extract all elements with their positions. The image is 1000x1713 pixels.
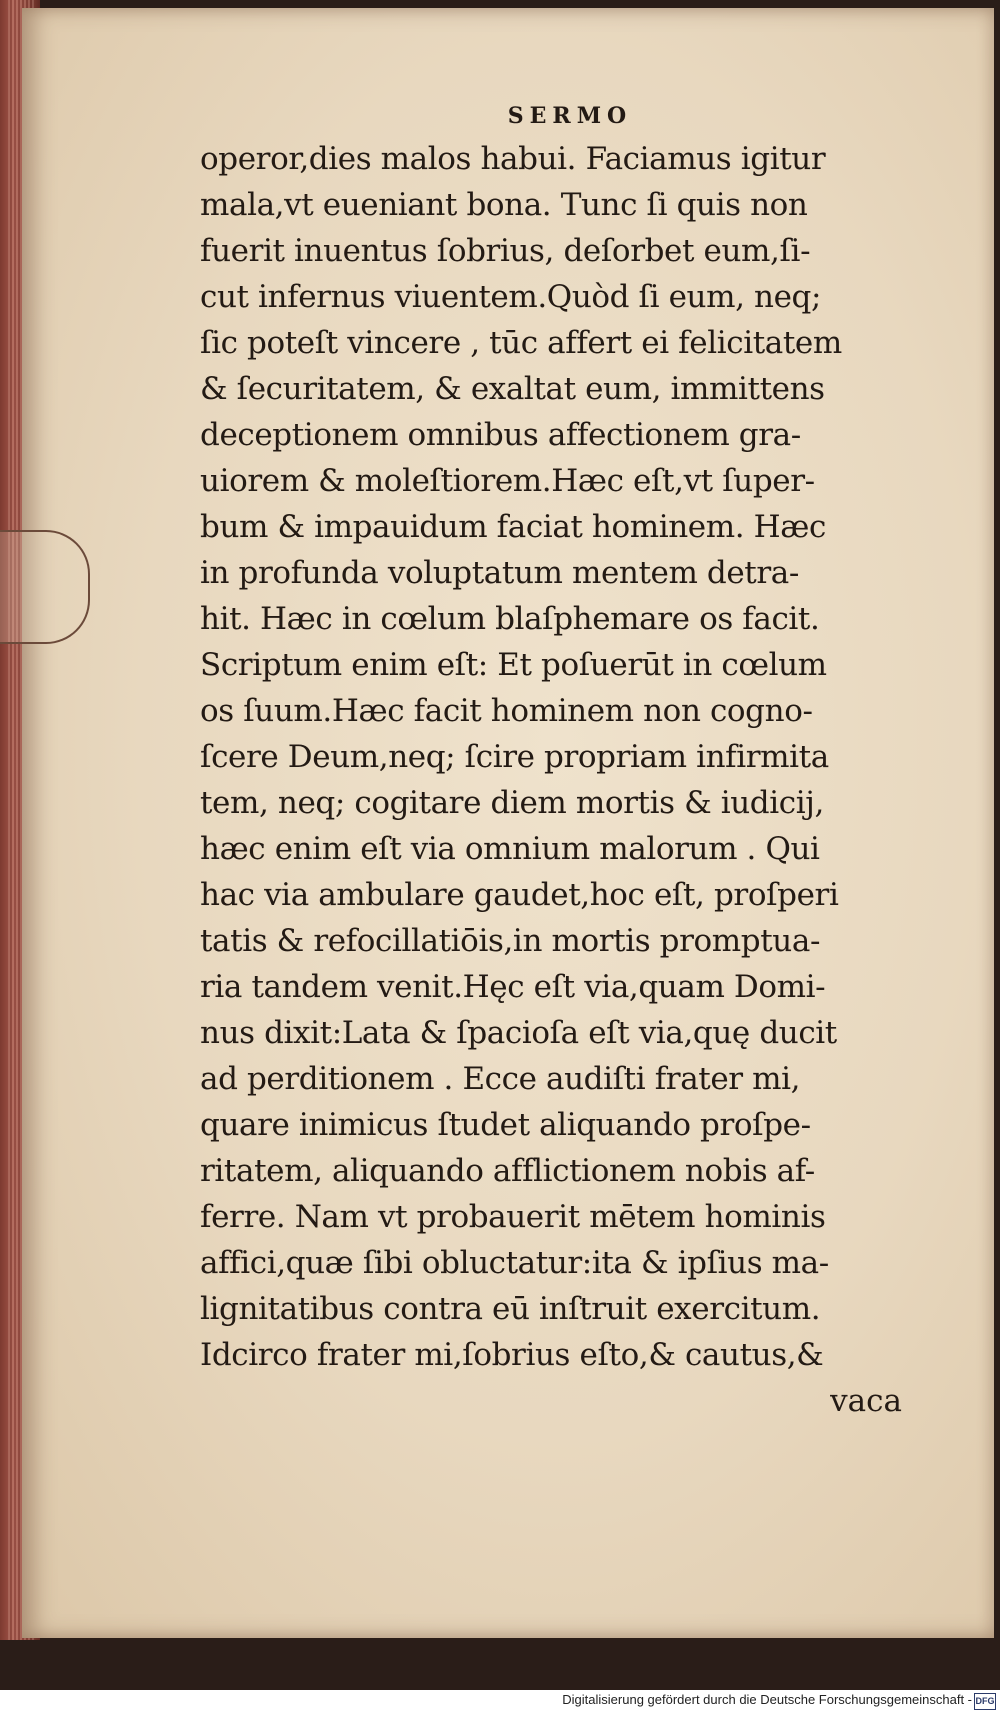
text-line: in profunda voluptatum mentem detra- [200,555,799,591]
text-line: & ſecuritatem, & exaltat eum, immittens [200,371,825,407]
text-line: deceptionem omnibus affectionem gra- [200,417,801,453]
text-line: Scriptum enim eſt: Et poſuerūt in cœlum [200,647,827,683]
text-line: uiorem & moleſtiorem.Hæc eſt,vt ſuper- [200,463,815,499]
text-line: mala,vt eueniant bona. Tunc ſi quis non [200,187,808,223]
text-line: tatis & refocillatiōis,in mortis promptua- [200,923,821,959]
body-text [200,136,920,1378]
text-line: Idcirco frater mi,ſobrius eſto,& cautus,& [200,1337,824,1373]
text-line: affici,quæ ſibi obluctatur:ita & ipſius ma- [200,1245,829,1281]
text-line: nus dixit:Lata & ſpacioſa eſt via,quę ducit [200,1015,837,1051]
text-line: ſcere Deum,neq; ſcire propriam infirmita [200,739,829,775]
text-line: quare inimicus ſtudet aliquando proſpe- [200,1107,811,1143]
text-line: fuerit inuentus ſobrius, deſorbet eum,ſi- [200,233,811,269]
text-block [200,96,920,1424]
footer-bar [0,1690,1000,1713]
text-line: ritatem, aliquando afflictionem nobis af- [200,1153,815,1189]
text-line: hæc enim eſt via omnium malorum . Qui [200,831,820,867]
text-line: os ſuum.Hæc facit hominem non cogno- [200,693,813,729]
text-line: ad perditionem . Ecce audiſti frater mi, [200,1061,801,1097]
text-line: lignitatibus contra eū inſtruit exercitum. [200,1291,821,1327]
text-line: ria tandem venit.Hęc eſt via,quam Domi- [200,969,826,1005]
running-head: SERMO [507,103,633,129]
text-line: operor,dies malos habui. Faciamus igitur [200,141,826,177]
bookmark-ribbon [0,530,90,644]
catchword: vaca [830,1383,902,1419]
text-line: cut infernus viuentem.Quòd ſi eum, neq; [200,279,822,315]
footer-credit: Digitalisierung gefördert durch die Deutsche Forschungsgemeinschaft - [562,1692,972,1707]
text-line: ſic poteſt vincere , tūc affert ei felicitatem [200,325,842,361]
text-line: hac via ambulare gaudet,hoc eſt, proſperi [200,877,839,913]
text-line: bum & impauidum faciat hominem. Hæc [200,509,826,545]
dfg-logo: DFG [974,1693,996,1710]
text-line: tem, neq; cogitare diem mortis & iudicij, [200,785,824,821]
text-line: hit. Hæc in cœlum blaſphemare os facit. [200,601,820,637]
text-line: ferre. Nam vt probauerit mētem hominis [200,1199,826,1235]
